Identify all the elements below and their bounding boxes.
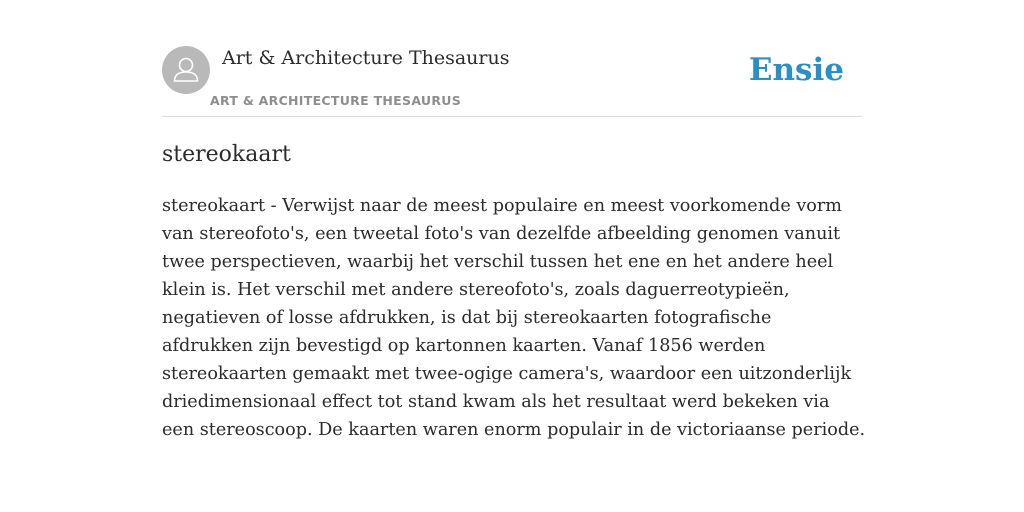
brand-logo[interactable]: Ensie [748,52,844,88]
entry-definition: stereokaart - Verwijst naar de meest populaire en meest voorkomende vorm van stereofoto's, een tweetal foto's van dezelfde afbeelding genomen vanuit twee perspectieven, waarbij het verschil tussen het ene en het andere heel klein is. Het verschil met andere stereofoto's, zoals daguerreotypieën, negatieven of losse afdrukken, is dat bij stereokaarten fotografische afdrukken zijn bevestigd op kartonnen kaarten. Vanaf 1856 werden stereokaarten gemaakt met twee-ogige camera's, waardoor een uitzonderlijk driedimensionaal effect tot stand kwam als het resultaat werd bekeken via een stereoscoop. De kaarten waren enorm populair in de victoriaanse periode. [162,196,866,440]
source-header [162,46,862,117]
avatar[interactable] [162,46,210,94]
source-title[interactable]: Art & Architecture Thesaurus [222,47,510,69]
source-subtitle: ART & ARCHITECTURE THESAURUS [210,93,462,108]
entry-title: stereokaart [162,142,291,167]
user-icon [162,46,210,94]
